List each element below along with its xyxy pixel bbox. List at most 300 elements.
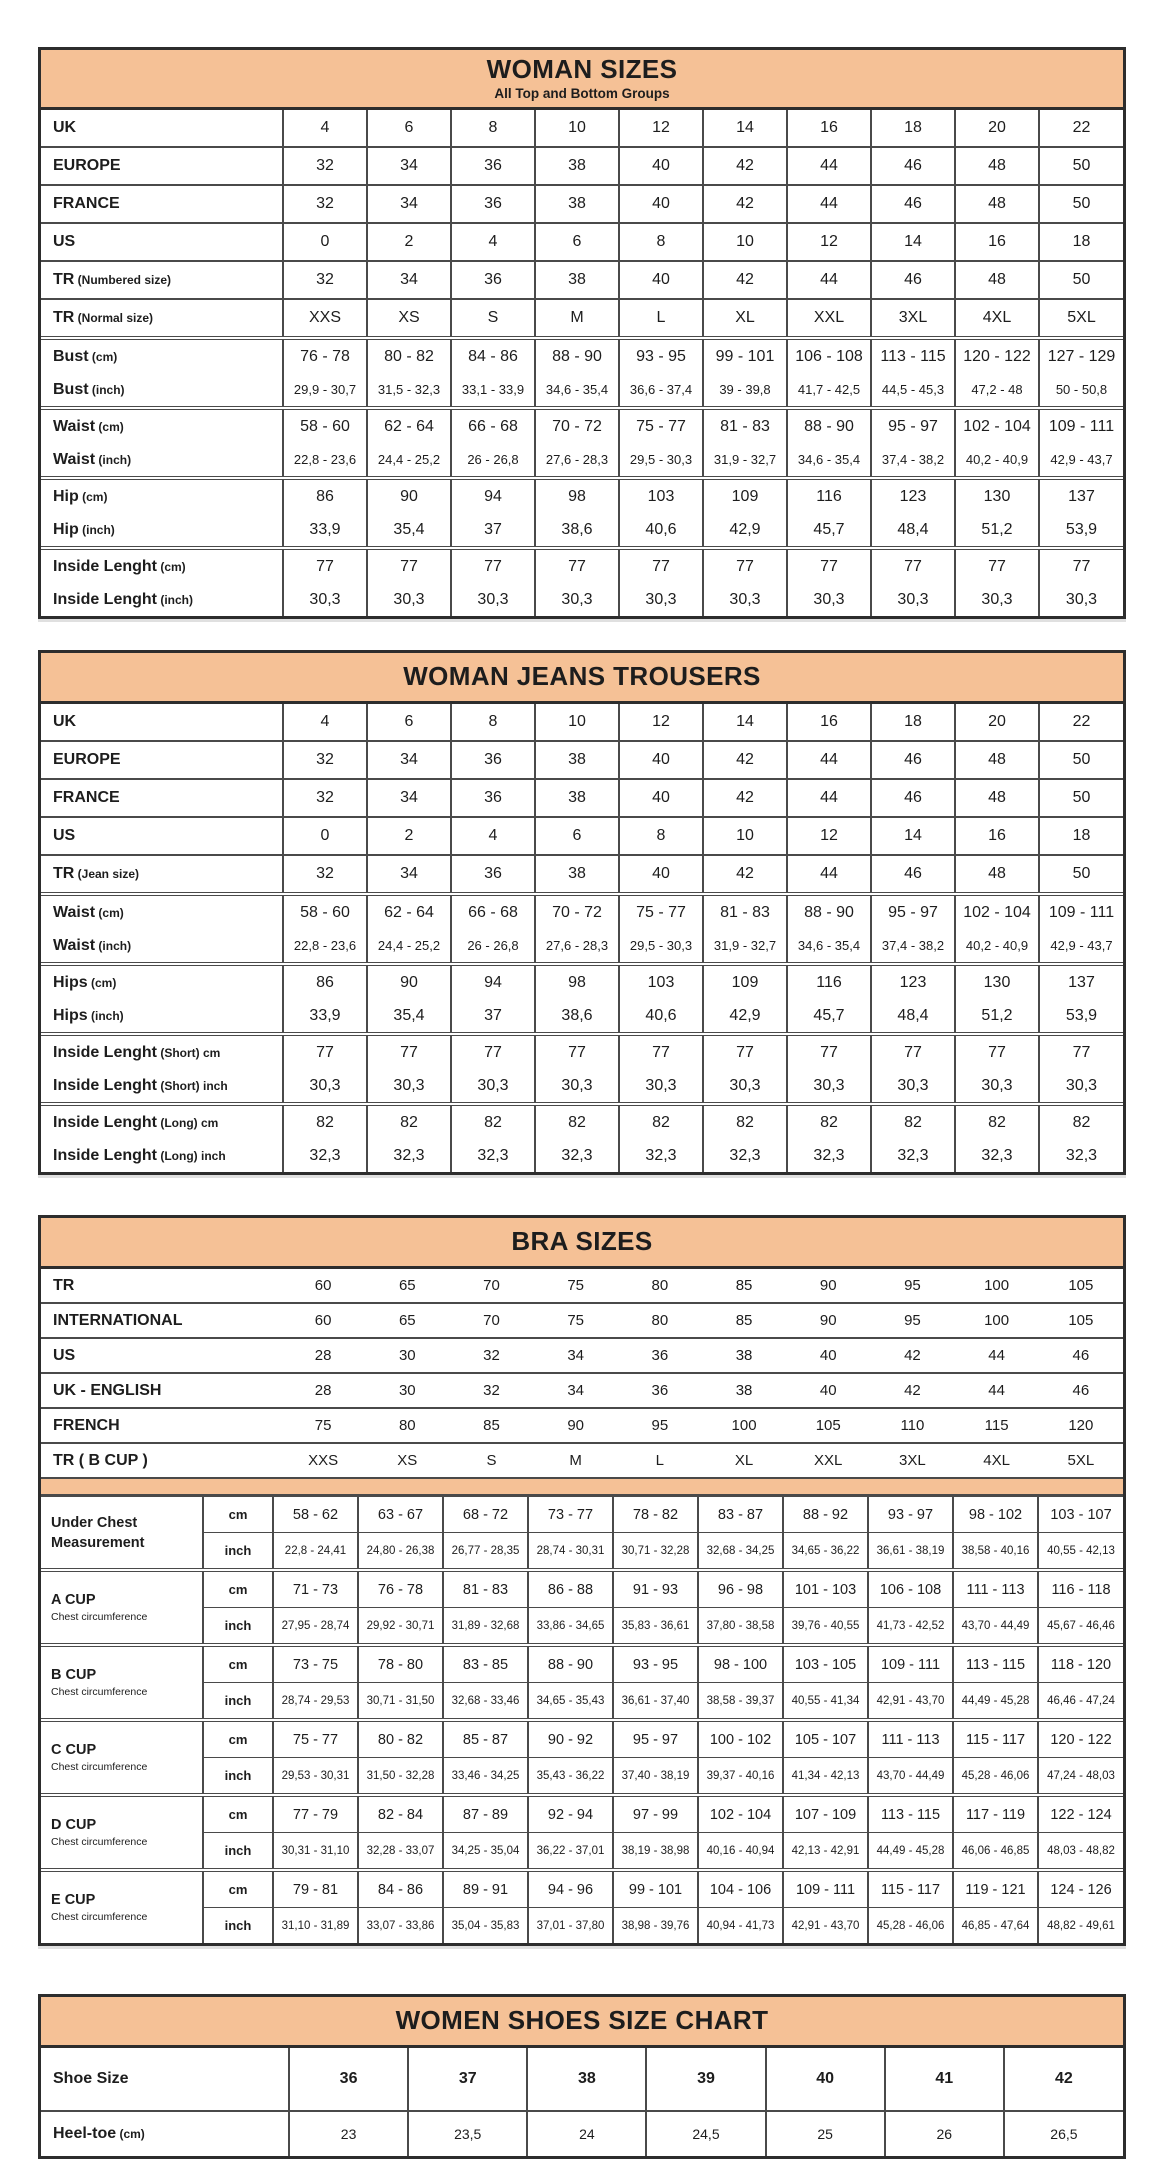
size-value-cell: 26,77 - 28,35 [443, 1533, 528, 1571]
size-value-cell: 8 [451, 110, 535, 147]
size-value-cell: 97 - 99 [613, 1795, 698, 1833]
size-value-cell: 25 [766, 2111, 885, 2156]
size-value-cell: 85 [735, 1277, 753, 1294]
size-value-cell: 88 - 90 [787, 894, 871, 929]
unit-label: cm [203, 1497, 273, 1533]
size-value-cell: 42 [703, 779, 787, 817]
size-value-cell: 16 [787, 110, 871, 147]
size-value-cell: 20 [955, 704, 1039, 741]
size-value-cell: 46 [871, 147, 955, 185]
size-value-cell: 90 [367, 478, 451, 513]
size-value-cell: 40 [619, 261, 703, 299]
size-value-cell: 70 [483, 1277, 500, 1294]
size-value-cell: 96 - 98 [698, 1570, 783, 1608]
size-value-cell: 30,3 [703, 1069, 787, 1104]
size-value-cell: 80 - 82 [358, 1720, 443, 1758]
size-value-cell: 31,50 - 32,28 [358, 1758, 443, 1796]
size-value-cell: 93 - 95 [619, 338, 703, 373]
row-label: FRENCH [41, 1408, 281, 1443]
row-label: D CUP Chest circumference [41, 1795, 203, 1870]
size-value-cell: 4 [451, 223, 535, 261]
size-value-cell: 77 [283, 548, 367, 583]
size-value-cell: 81 - 83 [703, 894, 787, 929]
size-value-cell: 32,3 [955, 1139, 1039, 1172]
size-value-cell: 50 [1039, 779, 1123, 817]
size-value-cell: 106 - 108 [868, 1570, 953, 1608]
size-value-cell: 87 - 89 [443, 1795, 528, 1833]
table-header [41, 1218, 1123, 1269]
size-value-cell: 76 - 78 [283, 338, 367, 373]
size-value-cell: 111 - 113 [868, 1720, 953, 1758]
size-value-cell: 60 [314, 1277, 332, 1294]
size-value-cell: 118 - 120 [1038, 1645, 1123, 1683]
size-value-cell: 12 [787, 817, 871, 855]
row-label: Shoe Size [53, 2070, 129, 2087]
size-value-cell: 130 [955, 964, 1039, 999]
size-value-cell: 48,03 - 48,82 [1038, 1833, 1123, 1871]
size-value-cell: 39 - 39,8 [703, 373, 787, 408]
size-value-cell: 42 [703, 185, 787, 223]
size-value-cell: 18 [1039, 817, 1123, 855]
size-value-cell: 44,5 - 45,3 [871, 373, 955, 408]
size-value-cell: 95 - 97 [871, 894, 955, 929]
size-value-cell: 30,3 [1039, 1069, 1123, 1104]
size-value-cell: 34,65 - 36,22 [783, 1533, 868, 1571]
size-value-cell: 53,9 [1039, 999, 1123, 1034]
size-value-cell: 40 [619, 147, 703, 185]
size-value-cell: 40,6 [619, 513, 703, 548]
row-label: Waist (inch) [53, 936, 132, 954]
size-value-cell: 34,6 - 35,4 [535, 373, 619, 408]
size-value-cell: 98 [535, 964, 619, 999]
size-value-cell: 4XL [955, 1443, 1039, 1477]
size-value-cell: 62 - 64 [367, 894, 451, 929]
size-value-cell: 40,94 - 41,73 [698, 1908, 783, 1944]
size-value-cell: 24,4 - 25,2 [367, 929, 451, 964]
size-value-cell: 2 [367, 817, 451, 855]
size-value-cell: 44 [787, 261, 871, 299]
size-value-cell: 30,3 [787, 583, 871, 616]
size-value-cell: 48 [955, 741, 1039, 779]
size-value-cell: 105 [786, 1408, 870, 1443]
size-value-cell: 28,74 - 29,53 [273, 1683, 358, 1721]
size-value-cell: 24 [527, 2111, 646, 2156]
size-value-cell: 36 [451, 261, 535, 299]
size-value-cell: 48 [955, 779, 1039, 817]
size-value-cell: 34 [367, 855, 451, 894]
row-label: C CUP Chest circumference [41, 1720, 203, 1795]
size-value-cell: 109 [703, 478, 787, 513]
size-value-cell: 37,4 - 38,2 [871, 443, 955, 478]
size-value-cell: 86 [283, 478, 367, 513]
table-header [41, 1997, 1123, 2048]
size-value-cell: 115 - 117 [868, 1870, 953, 1908]
size-value-cell: 37 [451, 513, 535, 548]
size-value-cell: 95 - 97 [871, 408, 955, 443]
size-value-cell: 6 [535, 223, 619, 261]
size-value-cell: 23,5 [408, 2111, 527, 2156]
size-value-cell: 130 [955, 478, 1039, 513]
unit-label: cm [203, 1720, 273, 1758]
size-value-cell: 36,61 - 38,19 [868, 1533, 953, 1571]
size-value-cell: 12 [787, 223, 871, 261]
size-value-cell: 36,61 - 37,40 [613, 1683, 698, 1721]
size-value-cell: 88 - 90 [535, 338, 619, 373]
size-value-cell: 66 - 68 [451, 408, 535, 443]
size-value-cell: 82 [451, 1104, 535, 1139]
row-label: Inside Lenght (inch) [53, 590, 193, 608]
size-value-cell: 29,92 - 30,71 [358, 1608, 443, 1646]
unit-label: cm [203, 1570, 273, 1608]
size-value-cell: 34 [367, 779, 451, 817]
row-label: US [41, 223, 283, 261]
size-value-cell: 40 [619, 741, 703, 779]
size-value-cell: 48,4 [871, 513, 955, 548]
size-value-cell: 18 [871, 110, 955, 147]
size-value-cell: 46 [871, 185, 955, 223]
size-value-cell: 119 - 121 [953, 1870, 1038, 1908]
size-value-cell: L [618, 1443, 702, 1477]
size-value-cell: 22 [1039, 704, 1123, 741]
size-value-cell: 77 [955, 1034, 1039, 1069]
size-value-cell: 27,95 - 28,74 [273, 1608, 358, 1646]
size-value-cell: 22,8 - 24,41 [273, 1533, 358, 1571]
size-value-cell: 91 - 93 [613, 1570, 698, 1608]
size-value-cell: 51,2 [955, 513, 1039, 548]
row-label: Bust (cm) [41, 338, 283, 373]
size-value-cell: 8 [619, 223, 703, 261]
size-value-cell: 100 [984, 1277, 1010, 1294]
size-value-cell: 29,5 - 30,3 [619, 929, 703, 964]
size-value-cell: 32,68 - 33,46 [443, 1683, 528, 1721]
size-value-cell: 94 [451, 478, 535, 513]
size-value-cell: 77 [1039, 1034, 1123, 1069]
size-value-cell: 47,24 - 48,03 [1038, 1758, 1123, 1796]
size-value-cell: 8 [451, 704, 535, 741]
size-value-cell: 42 [870, 1373, 954, 1408]
size-value-cell: 120 - 122 [1038, 1720, 1123, 1758]
size-value-cell: 38,19 - 38,98 [613, 1833, 698, 1871]
size-value-cell: 4XL [955, 299, 1039, 338]
row-label: Inside Lenght (Long) inch [53, 1146, 226, 1164]
size-value-cell: 68 - 72 [443, 1497, 528, 1533]
size-value-cell: 36 [289, 2048, 408, 2111]
size-value-cell: 38 [535, 147, 619, 185]
size-value-cell: 95 [618, 1408, 702, 1443]
size-value-cell: S [451, 299, 535, 338]
row-label: UK - ENGLISH [41, 1373, 281, 1408]
size-value-cell: 116 [787, 478, 871, 513]
row-label: US [41, 1338, 281, 1373]
size-value-cell: 115 [955, 1408, 1039, 1443]
size-value-cell: XXS [281, 1443, 365, 1477]
size-value-cell: 39,37 - 40,16 [698, 1758, 783, 1796]
row-label: Waist (cm) [41, 408, 283, 443]
size-value-cell: 50 [1039, 185, 1123, 223]
size-value-cell: 38 [535, 261, 619, 299]
size-value-cell: 50 [1039, 855, 1123, 894]
size-value-cell: 78 - 80 [358, 1645, 443, 1683]
size-value-cell: 34,25 - 35,04 [443, 1833, 528, 1871]
size-value-cell: 65 [365, 1303, 449, 1338]
size-value-cell: 46 [1039, 1338, 1123, 1373]
size-value-cell: 90 [534, 1408, 618, 1443]
size-value-cell: 88 - 90 [528, 1645, 613, 1683]
size-value-cell: XXL [786, 1443, 870, 1477]
size-value-cell: 70 [449, 1303, 533, 1338]
size-value-cell: 28 [281, 1373, 365, 1408]
size-value-cell: 34,6 - 35,4 [787, 443, 871, 478]
size-value-cell: 30,3 [619, 1069, 703, 1104]
size-value-cell: 44 [955, 1338, 1039, 1373]
size-value-cell: 122 - 124 [1038, 1795, 1123, 1833]
size-value-cell: 43,70 - 44,49 [953, 1608, 1038, 1646]
size-value-cell: 100 [955, 1303, 1039, 1338]
size-value-cell: 103 [619, 478, 703, 513]
size-value-cell: 111 - 113 [953, 1570, 1038, 1608]
row-label: Inside Lenght (Short) inch [53, 1076, 228, 1094]
size-value-cell: 4 [283, 110, 367, 147]
size-value-cell: 44,49 - 45,28 [868, 1833, 953, 1871]
table-title: WOMEN SHOES SIZE CHART [395, 2005, 769, 2035]
size-value-cell: 116 - 118 [1038, 1570, 1123, 1608]
size-value-cell: 33,9 [283, 999, 367, 1034]
size-value-cell: 93 - 97 [868, 1497, 953, 1533]
size-value-cell: 82 [283, 1104, 367, 1139]
row-label: FRANCE [41, 779, 283, 817]
size-value-cell: 31,5 - 32,3 [367, 373, 451, 408]
size-value-cell: 90 - 92 [528, 1720, 613, 1758]
size-value-cell: 105 [1068, 1277, 1094, 1294]
size-value-cell: 23 [289, 2111, 408, 2156]
size-value-cell: 103 - 107 [1038, 1497, 1123, 1533]
size-value-cell: 38,58 - 40,16 [953, 1533, 1038, 1571]
size-table-women-shoes [38, 1994, 1126, 2159]
size-value-cell: 85 [702, 1303, 786, 1338]
size-value-cell: 99 - 101 [703, 338, 787, 373]
size-value-cell: 120 - 122 [955, 338, 1039, 373]
size-value-cell: 104 - 106 [698, 1870, 783, 1908]
size-value-cell: 32 [449, 1338, 533, 1373]
size-value-cell: 38 [535, 185, 619, 223]
size-value-cell: XXL [787, 299, 871, 338]
size-value-cell: 35,4 [367, 513, 451, 548]
size-value-cell: 109 [703, 964, 787, 999]
woman-sizes-table [41, 110, 1123, 616]
size-value-cell: 76 - 78 [358, 1570, 443, 1608]
size-value-cell: 34 [367, 741, 451, 779]
size-value-cell: 116 [787, 964, 871, 999]
size-value-cell: 81 - 83 [703, 408, 787, 443]
size-value-cell: 94 [451, 964, 535, 999]
size-value-cell: 100 [702, 1408, 786, 1443]
size-value-cell: 46,85 - 47,64 [953, 1908, 1038, 1944]
size-value-cell: 43,70 - 44,49 [868, 1758, 953, 1796]
size-value-cell: 38 [535, 855, 619, 894]
size-value-cell: 42 [703, 741, 787, 779]
size-value-cell: 88 - 92 [783, 1497, 868, 1533]
size-value-cell: XS [367, 299, 451, 338]
size-value-cell: 79 - 81 [273, 1870, 358, 1908]
size-value-cell: M [534, 1443, 618, 1477]
size-value-cell: 29,9 - 30,7 [283, 373, 367, 408]
size-table-bra-sizes [38, 1215, 1126, 1946]
size-value-cell: 48 [955, 147, 1039, 185]
size-value-cell: 37,01 - 37,80 [528, 1908, 613, 1944]
size-value-cell: XL [703, 299, 787, 338]
size-value-cell: XXS [283, 299, 367, 338]
size-value-cell: 109 - 111 [868, 1645, 953, 1683]
size-value-cell: 40,16 - 40,94 [698, 1833, 783, 1871]
size-value-cell: 32 [283, 741, 367, 779]
size-value-cell: 66 - 68 [451, 894, 535, 929]
size-value-cell: 3XL [870, 1443, 954, 1477]
row-label: TR (Normal size) [41, 299, 283, 338]
size-value-cell: 73 - 77 [528, 1497, 613, 1533]
size-value-cell: 75 [281, 1408, 365, 1443]
size-value-cell: 82 [367, 1104, 451, 1139]
table-title: BRA SIZES [511, 1226, 653, 1256]
size-value-cell: 24,4 - 25,2 [367, 443, 451, 478]
size-value-cell: 77 [283, 1034, 367, 1069]
size-value-cell: 28 [281, 1338, 365, 1373]
size-value-cell: 39,76 - 40,55 [783, 1608, 868, 1646]
size-value-cell: 42,9 - 43,7 [1039, 443, 1123, 478]
size-value-cell: 32,3 [283, 1139, 367, 1172]
size-value-cell: 110 [870, 1408, 954, 1443]
bra-sizes-table [41, 1269, 1123, 1477]
size-value-cell: 82 [535, 1104, 619, 1139]
size-value-cell: 65 [398, 1277, 416, 1294]
size-value-cell: 3XL [871, 299, 955, 338]
size-value-cell: 31,89 - 32,68 [443, 1608, 528, 1646]
size-value-cell: 38,6 [535, 513, 619, 548]
size-value-cell: 42 [703, 261, 787, 299]
size-value-cell: 77 [703, 548, 787, 583]
size-value-cell: 46 [871, 741, 955, 779]
size-value-cell: 40 [619, 855, 703, 894]
size-value-cell: 32,3 [871, 1139, 955, 1172]
size-value-cell: 84 - 86 [358, 1870, 443, 1908]
row-label: INTERNATIONAL [41, 1303, 281, 1338]
size-value-cell: 77 [451, 1034, 535, 1069]
size-value-cell: 77 [367, 548, 451, 583]
size-value-cell: 0 [283, 817, 367, 855]
size-value-cell: 40 [766, 2048, 885, 2111]
size-value-cell: 127 - 129 [1039, 338, 1123, 373]
size-value-cell: 33,86 - 34,65 [528, 1608, 613, 1646]
size-value-cell: 30,3 [787, 1069, 871, 1104]
size-value-cell: 92 - 94 [528, 1795, 613, 1833]
size-value-cell: 42,13 - 42,91 [783, 1833, 868, 1871]
size-value-cell: 32,3 [619, 1139, 703, 1172]
size-value-cell: 137 [1039, 478, 1123, 513]
size-value-cell: 75 - 77 [273, 1720, 358, 1758]
size-value-cell: 41,34 - 42,13 [783, 1758, 868, 1796]
row-label: Hip (cm) [41, 478, 283, 513]
row-label: TR (Numbered size) [41, 261, 283, 299]
size-value-cell: 77 [1039, 548, 1123, 583]
size-value-cell: 84 - 86 [451, 338, 535, 373]
size-value-cell: 30 [365, 1373, 449, 1408]
size-value-cell: 36 [451, 185, 535, 223]
size-value-cell: 82 [871, 1104, 955, 1139]
size-value-cell: 80 [365, 1408, 449, 1443]
size-value-cell: 82 - 84 [358, 1795, 443, 1833]
size-value-cell: 22,8 - 23,6 [283, 929, 367, 964]
size-value-cell: 86 [283, 964, 367, 999]
size-value-cell: 35,83 - 36,61 [613, 1608, 698, 1646]
size-value-cell: 70 - 72 [535, 894, 619, 929]
size-value-cell: 53,9 [1039, 513, 1123, 548]
size-value-cell: 37,40 - 38,19 [613, 1758, 698, 1796]
size-value-cell: 40,6 [619, 999, 703, 1034]
size-value-cell: 22 [1039, 110, 1123, 147]
size-value-cell: 48 [955, 185, 1039, 223]
size-value-cell: 77 [787, 1034, 871, 1069]
size-value-cell: 33,9 [283, 513, 367, 548]
size-value-cell: 30,3 [955, 583, 1039, 616]
unit-label: inch [203, 1608, 273, 1646]
size-value-cell: 77 [451, 548, 535, 583]
unit-label: inch [203, 1683, 273, 1721]
size-value-cell: 0 [283, 223, 367, 261]
size-value-cell: 32 [283, 855, 367, 894]
size-value-cell: 46 [871, 779, 955, 817]
size-value-cell: 46,06 - 46,85 [953, 1833, 1038, 1871]
size-value-cell: 30,3 [367, 583, 451, 616]
size-value-cell: 36 [618, 1338, 702, 1373]
row-label: Hips (inch) [53, 1006, 124, 1024]
size-value-cell: 33,07 - 33,86 [358, 1908, 443, 1944]
size-value-cell: 88 - 90 [787, 408, 871, 443]
size-value-cell: 5XL [1039, 1443, 1123, 1477]
size-value-cell: 42 [870, 1338, 954, 1373]
size-table-jeans-trousers [38, 650, 1126, 1175]
size-value-cell: 24,80 - 26,38 [358, 1533, 443, 1571]
size-value-cell: 32,68 - 34,25 [698, 1533, 783, 1571]
row-label: Inside Lenght (Long) cm [41, 1104, 283, 1139]
size-value-cell: 38 [702, 1373, 786, 1408]
size-value-cell: 137 [1039, 964, 1123, 999]
size-value-cell: 16 [955, 223, 1039, 261]
size-value-cell: 35,4 [367, 999, 451, 1034]
size-value-cell: 102 - 104 [698, 1795, 783, 1833]
size-value-cell: 98 - 102 [953, 1497, 1038, 1533]
size-value-cell: 113 - 115 [953, 1645, 1038, 1683]
size-value-cell: 41 [885, 2048, 1004, 2111]
size-value-cell: 40,55 - 41,34 [783, 1683, 868, 1721]
size-value-cell: 82 [955, 1104, 1039, 1139]
jeans-trousers-table [41, 704, 1123, 1172]
size-value-cell: 77 [367, 1034, 451, 1069]
size-value-cell: 32,3 [703, 1139, 787, 1172]
size-value-cell: 34 [534, 1338, 618, 1373]
size-value-cell: 40,2 - 40,9 [955, 929, 1039, 964]
size-value-cell: 32 [283, 261, 367, 299]
size-value-cell: 34 [534, 1373, 618, 1408]
size-value-cell: 46 [1039, 1373, 1123, 1408]
size-value-cell: 32 [283, 147, 367, 185]
size-value-cell: 32 [283, 185, 367, 223]
size-value-cell: 26,5 [1004, 2111, 1123, 2156]
size-value-cell: 31,9 - 32,7 [703, 929, 787, 964]
size-value-cell: 42 [703, 147, 787, 185]
size-value-cell: 75 - 77 [619, 894, 703, 929]
size-value-cell: 45,7 [787, 999, 871, 1034]
size-value-cell: 77 [619, 548, 703, 583]
row-label: TR ( B CUP ) [41, 1443, 281, 1477]
